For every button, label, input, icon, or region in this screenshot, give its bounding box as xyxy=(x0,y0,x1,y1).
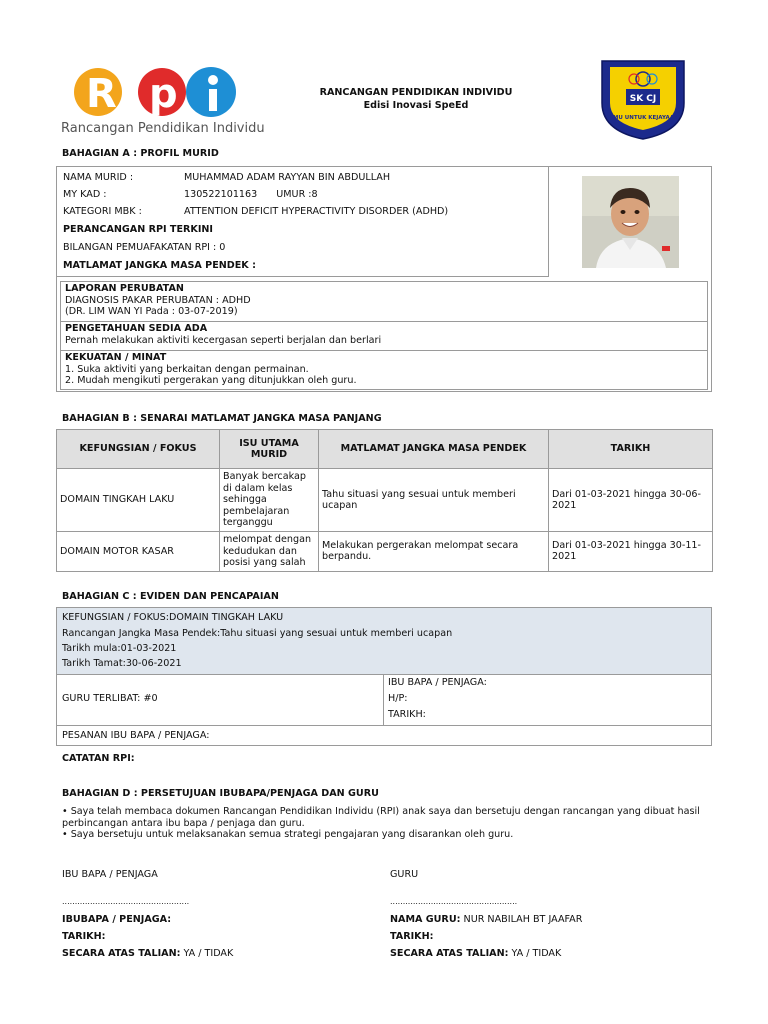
teacher-date-label: TARIKH: xyxy=(390,931,434,942)
teacher-online-label: SECARA ATAS TALIAN: xyxy=(390,948,509,959)
parent-heading: IBU BAPA / PENJAGA xyxy=(62,869,158,880)
agreement-statements xyxy=(62,806,712,841)
strengths-box xyxy=(60,350,708,390)
row-issue: melompat dengan kedudukan dan posisi yang salah xyxy=(220,532,319,572)
header-focus: KEFUNGSIAN / FOKUS xyxy=(57,430,220,469)
part-a-title: BAHAGIAN A : PROFIL MURID xyxy=(62,148,219,159)
mykad-row xyxy=(63,189,318,200)
agreement-bullet-1-line-2: perbincangan antara ibu bapa / penjaga dan guru. xyxy=(62,817,305,829)
row-goal: Tahu situasi yang sesuai untuk memberi ucapan xyxy=(319,469,549,532)
evidence-plan: Rancangan Jangka Masa Pendek:Tahu situasi yang sesuai untuk memberi ucapan xyxy=(62,628,453,639)
teacher-name-label: NAMA GURU: xyxy=(390,914,461,925)
age-value: UMUR :8 xyxy=(276,189,318,200)
teacher-signature-line: .................................................. xyxy=(390,897,518,906)
parent-signature-line: .................................................. xyxy=(62,897,190,906)
crest-motto: ILMU UNTUK KEJAYAAN xyxy=(607,115,679,121)
medical-report-title: LAPORAN PERUBATAN xyxy=(65,283,184,294)
part-c-title: BAHAGIAN C : EVIDEN DAN PENCAPAIAN xyxy=(62,591,279,602)
name-row xyxy=(63,172,390,183)
date-label: TARIKH: xyxy=(388,709,426,720)
part-b-title: BAHAGIAN B : SENARAI MATLAMAT JANGKA MASA PANJANG xyxy=(62,413,382,424)
row-focus: DOMAIN MOTOR KASAR xyxy=(57,532,220,572)
parent-online-row xyxy=(62,948,233,959)
row-focus: DOMAIN TINGKAH LAKU xyxy=(57,469,220,532)
teacher-name-value: NUR NABILAH BT JAAFAR xyxy=(463,914,583,925)
phone-label: H/P: xyxy=(388,693,408,704)
row-date: Dari 01-03-2021 hingga 30-06-2021 xyxy=(549,469,713,532)
evidence-summary xyxy=(57,608,711,675)
name-value: MUHAMMAD ADAM RAYYAN BIN ABDULLAH xyxy=(184,172,391,183)
parent-name-label: IBUBAPA / PENJAGA: xyxy=(62,914,172,925)
part-d-title: BAHAGIAN D : PERSETUJUAN IBUBAPA/PENJAGA DAN GURU xyxy=(62,788,379,799)
school-crest xyxy=(598,57,688,141)
teacher-online-row xyxy=(390,948,561,959)
evidence-start: Tarikh mula:01-03-2021 xyxy=(62,643,177,654)
part-c-evidence xyxy=(56,607,712,746)
teacher-online-value: YA / TIDAK xyxy=(511,948,562,959)
crest-initials: SK CJ xyxy=(629,94,657,104)
part-a-profile xyxy=(56,166,712,392)
logo-caption: Rancangan Pendidikan Individu xyxy=(61,121,265,136)
mykad-value: 130522101163 xyxy=(184,189,258,200)
title-line-1: RANCANGAN PENDIDIKAN INDIVIDU xyxy=(319,87,513,98)
document-title xyxy=(300,86,532,112)
evidence-focus: KEFUNGSIAN / FOKUS:DOMAIN TINGKAH LAKU xyxy=(62,612,284,623)
student-photo xyxy=(582,176,679,268)
medical-diagnosis: DIAGNOSIS PAKAR PERUBATAN : ADHD xyxy=(65,294,251,306)
teacher-count: GURU TERLIBAT: #0 xyxy=(62,693,158,704)
strengths-title: KEKUATAN / MINAT xyxy=(65,352,167,363)
title-line-2: Edisi Inovasi SpeEd xyxy=(363,100,469,111)
teacher-name-row xyxy=(390,914,582,925)
notes-title: CATATAN RPI: xyxy=(62,753,135,764)
row-goal: Melakukan pergerakan melompat secara berpandu. xyxy=(319,532,549,572)
row-date: Dari 01-03-2021 hingga 30-11-2021 xyxy=(549,532,713,572)
evidence-signoff xyxy=(57,674,711,726)
svg-text:R: R xyxy=(86,71,117,117)
svg-text:p: p xyxy=(149,71,178,117)
prior-knowledge-text: Pernah melakukan aktiviti kecergasan seperti berjalan dan berlari xyxy=(65,334,382,346)
teacher-heading: GURU xyxy=(390,869,419,880)
table-row xyxy=(57,469,713,532)
strength-item-1: 1. Suka aktiviti yang berkaitan dengan permainan. xyxy=(65,363,309,375)
parent-online-value: YA / TIDAK xyxy=(183,948,234,959)
parent-online-label: SECARA ATAS TALIAN: xyxy=(62,948,181,959)
prior-knowledge-box xyxy=(60,321,708,351)
parent-message-label: PESANAN IBU BAPA / PENJAGA: xyxy=(62,730,210,741)
medical-report-box xyxy=(60,281,708,322)
header-issue: ISU UTAMA MURID xyxy=(220,430,319,469)
strength-item-2: 2. Mudah mengikuti pergerakan yang ditunjukkan oleh guru. xyxy=(65,375,357,386)
parent-label: IBU BAPA / PENJAGA: xyxy=(388,677,487,688)
category-label: KATEGORI MBK : xyxy=(63,206,142,217)
category-value: ATTENTION DEFICIT HYPERACTIVITY DISORDER (ADHD) xyxy=(184,206,449,217)
profile-details xyxy=(57,167,549,277)
name-label: NAMA MURID : xyxy=(63,172,134,183)
parent-date-label: TARIKH: xyxy=(62,931,106,942)
header-date: TARIKH xyxy=(549,430,713,469)
evidence-end: Tarikh Tamat:30-06-2021 xyxy=(62,658,182,669)
mykad-label: MY KAD : xyxy=(63,189,107,200)
latest-plan-heading: PERANCANGAN RPI TERKINI xyxy=(63,224,214,235)
table-header-row xyxy=(57,430,713,469)
table-row xyxy=(57,532,713,572)
long-term-goals-table xyxy=(56,429,713,572)
header-short-goal: MATLAMAT JANGKA MASA PENDEK xyxy=(319,430,549,469)
short-goal-heading: MATLAMAT JANGKA MASA PENDEK : xyxy=(63,260,256,271)
agreement-bullet-1-line-1: • Saya telah membaca dokumen Rancangan Pendidikan Individu (RPI) anak saya dan bersetuju dengan rancangan yang dibuat hasil xyxy=(62,806,700,817)
row-issue: Banyak bercakap di dalam kelas sehingga pembelajaran terganggu xyxy=(220,469,319,532)
agreement-count: BILANGAN PEMUAFAKATAN RPI : 0 xyxy=(63,242,226,253)
medical-doctor: (DR. LIM WAN YI Pada : 03-07-2019) xyxy=(65,306,238,317)
agreement-bullet-2: • Saya bersetuju untuk melaksanakan semua strategi pengajaran yang disarankan oleh guru. xyxy=(62,829,514,840)
category-row xyxy=(63,206,448,217)
prior-knowledge-title: PENGETAHUAN SEDIA ADA xyxy=(65,323,208,334)
